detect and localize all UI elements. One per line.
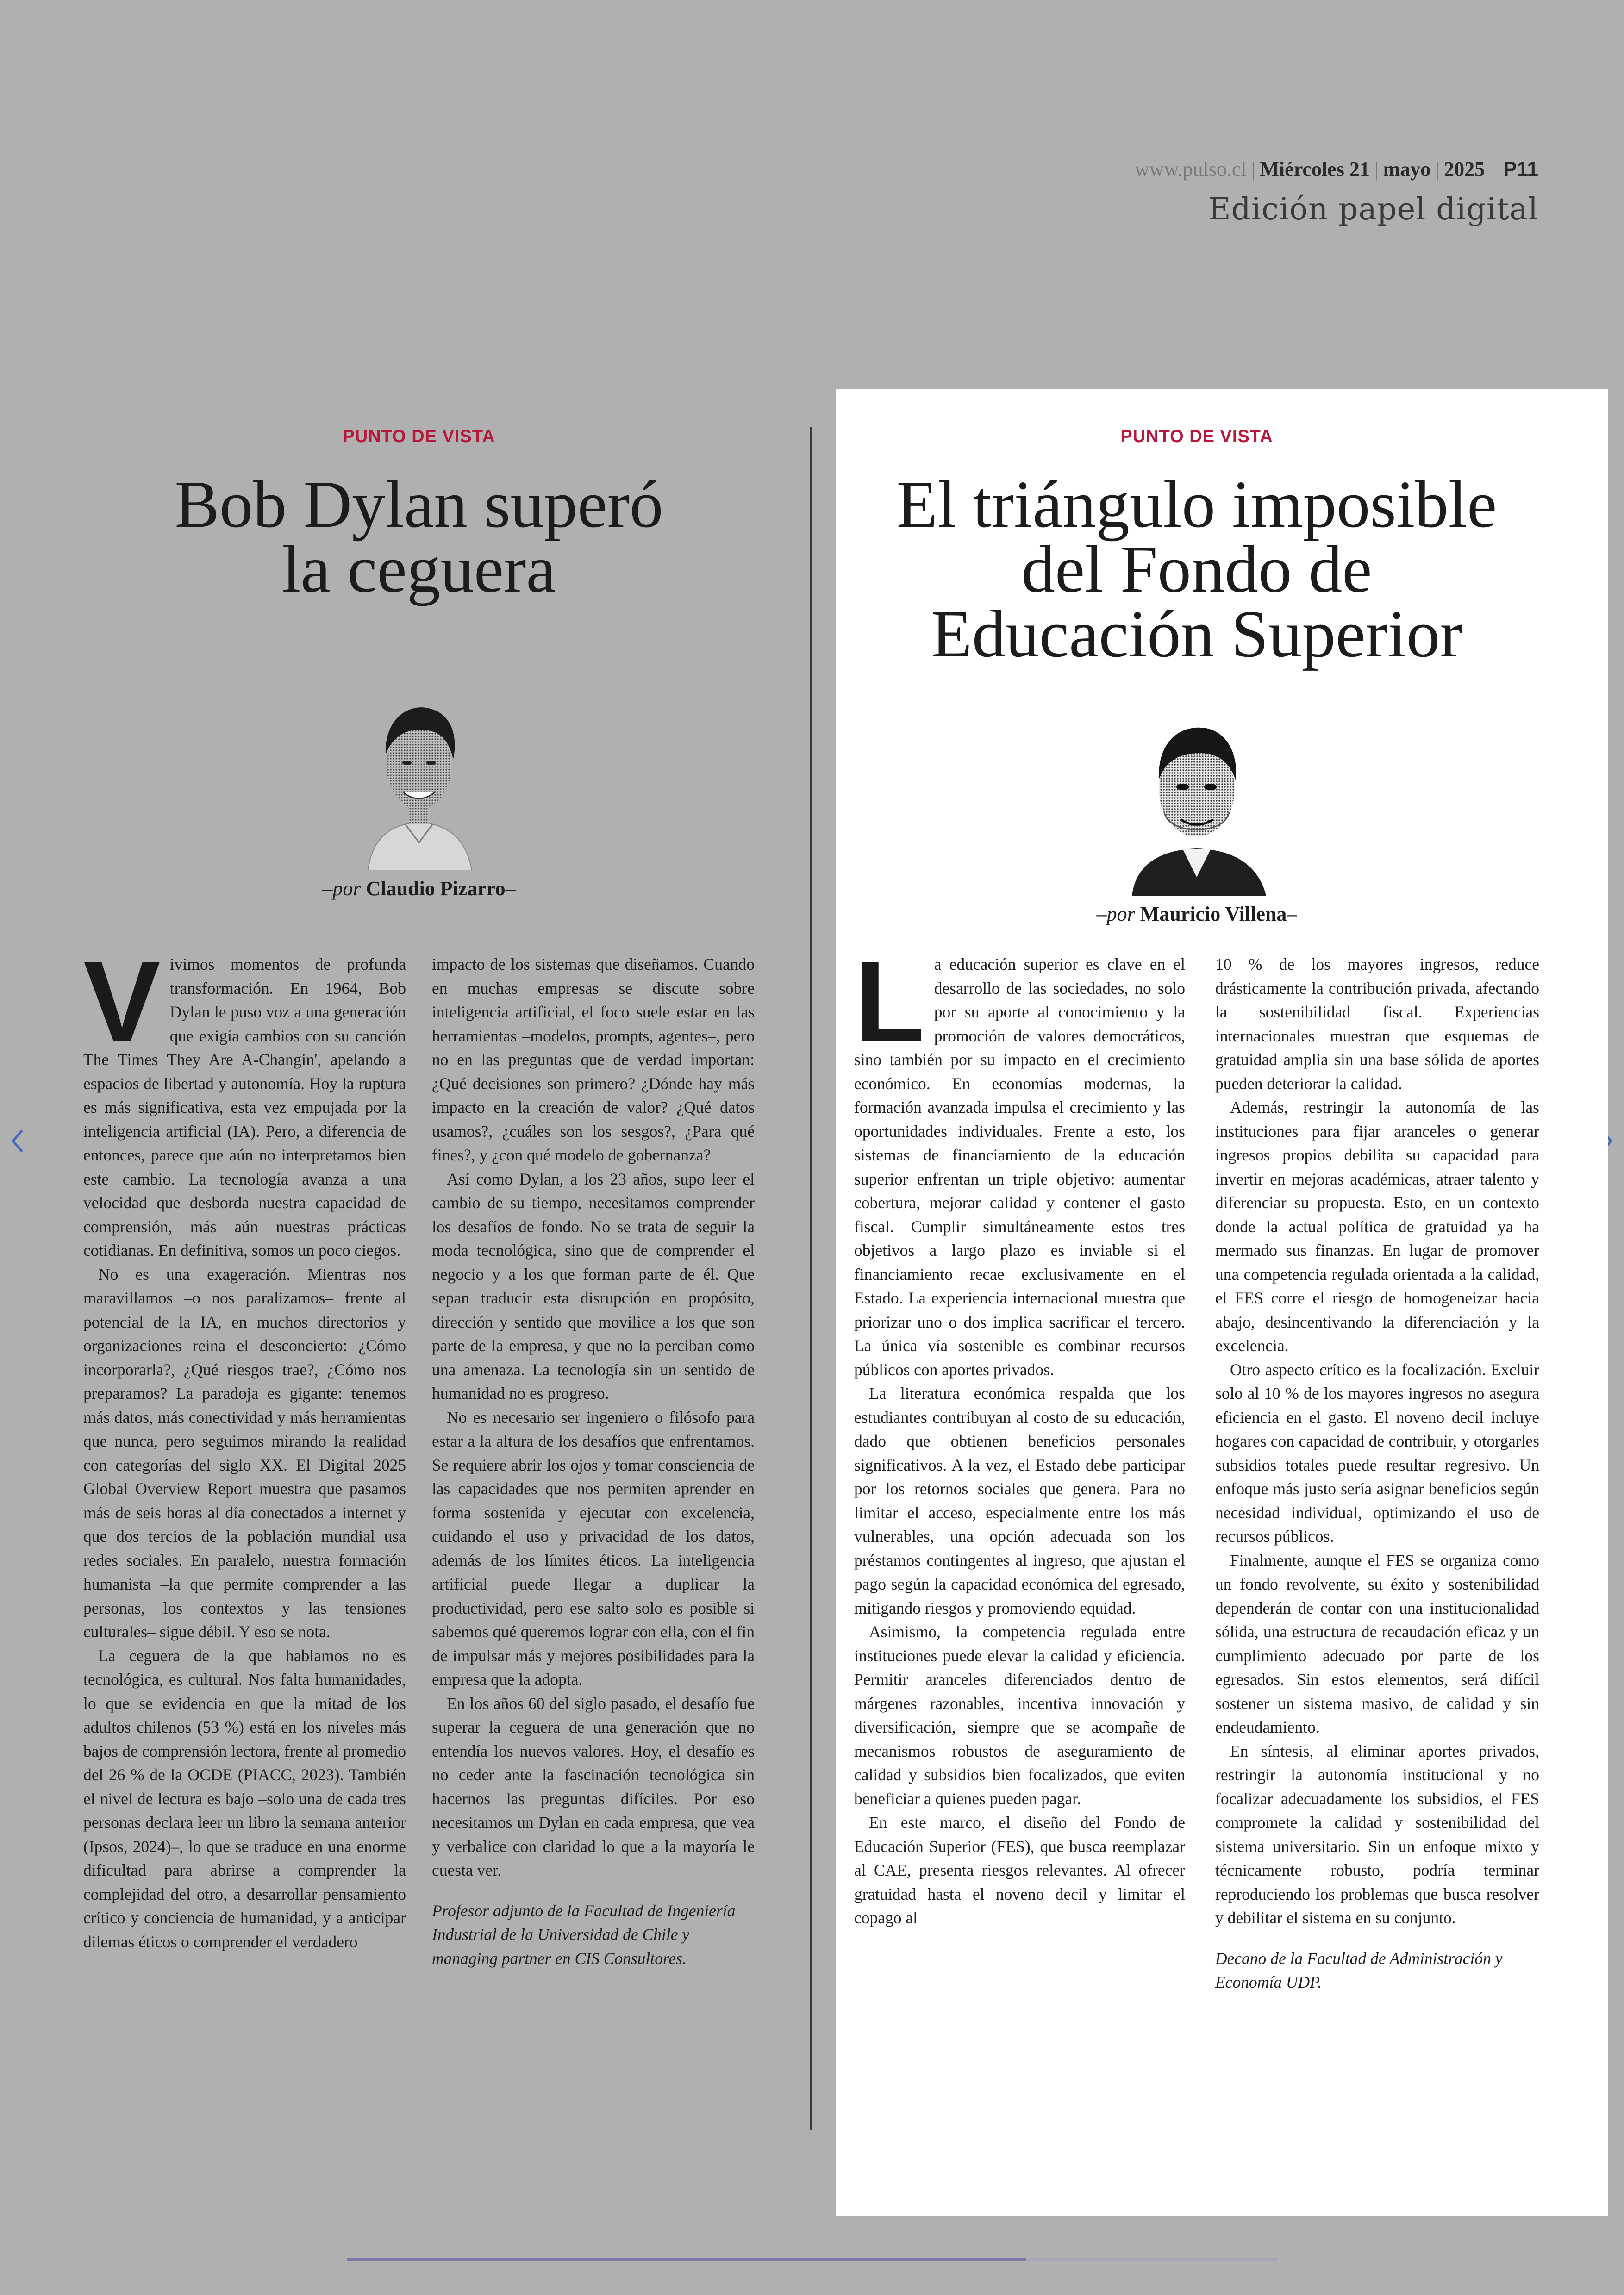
dateline: www.pulso.cl | Miércoles 21 | mayo | 2025 P11: [1135, 158, 1538, 181]
author-name: Claudio Pizarro: [366, 877, 506, 900]
date-month: mayo: [1383, 158, 1431, 181]
paragraph: En los años 60 del siglo pasado, el desafío fue superar la ceguera de una generación que no entendía los nuevos valores. Hoy, el desafío es no ceder ante la fascinación tecnológica sin hacernos las preguntas difíciles. Por eso necesitamos un Dylan en cada empresa, que vea y verbalice con claridad lo que a la mayoría le cuesta ver.: [432, 1694, 755, 1879]
paragraph: No es necesario ser ingeniero o filósofo para estar a la altura de los desafíos que enfrentamos. Se requiere abrir los ojos y tomar consciencia de las capacidades que nos permiten aprender en forma sostenida y ejecutar con excelencia, cuidando el uso y privacidad de los datos, además de los límites éticos. La inteligencia artificial puede llegar a duplicar la productividad, pero ese salto solo es posible si sabemos qué queremos lograr con ella, con el fin de impulsar más y mejores posibilidades para la empresa que la adopta.: [432, 1408, 755, 1689]
paragraph: a educación superior es clave en el desarrollo de las sociedades, no solo por su aporte al conocimiento y la promoción de valores democráticos, sino también por su impacto en el crecimiento económico. En economías modernas, la formación avanzada impulsa el crecimiento y las oportunidades individuales. Frente a esto, los sistemas de financiamiento de la educación superior enfrentan un triple objetivo: aumentar cobertura, mejorar calidad y contener el gasto fiscal. Cumplir simultáneamente estos tres objetivos a largo plazo es inviable si el financiamiento recae exclusivamente en el Estado. La experiencia internacional muestra que priorizar uno o dos implica sacrificar el tercero. La única vía sostenible es combinar recursos públicos con aportes privados.: [854, 955, 1185, 1379]
drop-cap: V: [83, 937, 161, 1066]
section-kicker: PUNTO DE VISTA: [343, 427, 495, 446]
article-column-1: [83, 937, 406, 1971]
article-column-2: [1215, 953, 1539, 1995]
author-byline: –por Mauricio Villena–: [1096, 903, 1297, 925]
paragraph: La literatura económica respalda que los estudiantes contribuyan al costo de su educación, dado que obtienen beneficios personales significativos. A la vez, el Estado debe participar por los retornos sociales que genera. Para no limitar el acceso, especialmente entre los más vulnerables, una opción adecuada son los préstamos contingentes al ingreso, que ajustan el pago según la capacidad económica del egresado, mitigando riesgos y promoviendo equidad.: [854, 1384, 1185, 1617]
author-credentials: Decano de la Facultad de Administración y Economía UDP.: [1215, 1949, 1503, 1991]
date-day: Miércoles 21: [1260, 158, 1370, 181]
page-header: [983, 157, 1538, 227]
paragraph: Otro aspecto crítico es la focalización. Excluir solo al 10 % de los mayores ingresos no asegura eficiencia en el gasto. El noveno decil incluye hogares con capacidad de contribuir, y otorgarles subsidios totales puede resultar regresivo. Un enfoque más justo sería asignar beneficios según necesidad individual, optimizando el uso de recursos públicos.: [1215, 1360, 1539, 1546]
paragraph: ivimos momentos de profunda transformación. En 1964, Bob Dylan le puso voz a una generación que exigía cambios con su canción The Times They Are A-Changin', apelando a espacios de libertad y autonomía. Hoy la ruptura es más significativa, esta vez empujada por la inteligencia artificial (IA). Pero, a diferencia de entonces, parece que aún no interpretamos bien este cambio. La tecnología avanza a una velocidad que desborda nuestra capacidad de comprensión, más aún nuestras prácticas cotidianas. En definitiva, somos un poco ciegos.: [83, 955, 406, 1260]
author-byline: –por Claudio Pizarro–: [322, 877, 516, 900]
paragraph: impacto de los sistemas que diseñamos. Cuando en muchas empresas se discute sobre inteligencia artificial, el foco suele estar en las herramientas –modelos, prompts, agentes–, pero no en las preguntas que de verdad importan: ¿Qué decisiones son primero? ¿Dónde hay más impacto en la creación de valor? ¿Qué datos usamos?, ¿cuáles son los sesgos?, ¿Para qué fines?, y ¿con qué modelo de gobernanza?: [432, 955, 755, 1164]
right-article[interactable]: [854, 389, 1539, 2148]
paragraph: Además, restringir la autonomía de las instituciones para fijar aranceles o generar ingresos propios debilita su capacidad para invertir en mejoras académicas, atraer talento y diferenciar su propuesta. Esto, en un contexto donde la actual política de gratuidad ya ha mermado sus finanzas. En lugar de promover una competencia regulada orientada a la calidad, el FES corre el riesgo de homogeneizar hacia abajo, desincentivando la diferenciación y la excelencia.: [1215, 1098, 1539, 1355]
article-column-2: [432, 953, 755, 1971]
paragraph: 10 % de los mayores ingresos, reduce drásticamente la contribución privada, afectando la sostenibilidad fiscal. Experiencias internacionales muestran que esquemas de gratuidad amplia sin una base sólida de aportes pueden deteriorar la calidad.: [1215, 955, 1539, 1093]
page-progress-fill: [347, 2258, 1026, 2261]
column-divider: [810, 427, 812, 2130]
paragraph: Asimismo, la competencia regulada entre instituciones puede elevar la calidad y eficiencia. Permitir aranceles diferenciados dentro de márgenes razonables, incentiva innovación y diversificación, siempre que se acompañe de mecanismos robustos de aseguramiento de calidad y subsidios bien focalizados, que eviten beneficiar a quienes pueden pagar.: [854, 1622, 1185, 1808]
paragraph: La ceguera de la que hablamos no es tecnológica, es cultural. Nos falta humanidades, lo que se evidencia en que la mitad de los adultos chilenos (53 %) está en los niveles más bajos de comprensión lectora, frente al promedio del 26 % de la OCDE (PIACC, 2023). También el nivel de lectura es bajo –solo una de cada tres personas declara leer un libro la semana anterior (Ipsos, 2024)–, lo que se traduce en una enorme dificultad para abrirse a comprender la complejidad del otro, a desarrollar pensamiento crítico y conciencia de humanidad, y a anticipar dilemas éticos o comprender el verdadero: [83, 1646, 406, 1951]
article-headline: Bob Dylan superó la ceguera: [175, 468, 663, 606]
article-headline: El triángulo imposible del Fondo de Educación Superior: [896, 468, 1497, 671]
author-credentials: Profesor adjunto de la Facultad de Ingeniería Industrial de la Universidad de Chile y managing partner en CIS Consultores.: [432, 1901, 736, 1968]
paragraph: En síntesis, al eliminar aportes privados, restringir la autonomía institucional y no focalizar adecuadamente los subsidios, el FES compromete la calidad y sostenibilidad del sistema universitario. Sin un enfoque mixto y técnicamente robusto, podría terminar reproduciendo los problemas que busca resolver y debilitar el sistema en su conjunto.: [1215, 1741, 1539, 1927]
author-portrait: [359, 685, 479, 870]
author-name: Mauricio Villena: [1140, 903, 1287, 925]
left-article[interactable]: [83, 389, 755, 2148]
site-url[interactable]: www.pulso.cl: [1135, 158, 1247, 181]
page-progress-bar[interactable]: [347, 2258, 1278, 2261]
date-year: 2025: [1444, 158, 1485, 181]
author-portrait: [1118, 711, 1275, 896]
drop-cap: L: [854, 937, 925, 1066]
paragraph: No es una exageración. Mientras nos maravillamos –o nos paralizamos– frente al potencial de la IA, en muchos directorios y organizaciones reina el desconcierto: ¿Cómo incorporarla?, ¿Qué riesgos trae?, ¿Cómo nos preparamos? La paradoja es gigante: tenemos más datos, más conectividad y más herramientas que nunca, pero seguimos mirando la realidad con categorías del siglo XX. El Digital 2025 Global Overview Report muestra que pasamos más de seis horas al día conectados a internet y que dos tercios de la población mundial usa redes sociales. En paralelo, nuestra formación humanista –la que permite comprender a las personas, los contextos y las tensiones culturales– sigue débil. Y eso se nota.: [83, 1265, 406, 1641]
article-column-1: [854, 937, 1185, 1995]
section-kicker: PUNTO DE VISTA: [1120, 427, 1273, 446]
page-number: P11: [1503, 158, 1538, 181]
paragraph: Finalmente, aunque el FES se organiza como un fondo revolvente, su éxito y sostenibilidad dependerán de contar con una institucionalidad sólida, una estructura de recaudación eficaz y un cumplimiento adecuado por parte de los egresados. Sin estos elementos, será difícil sostener un sistema masivo, de calidad y sin endeudamiento.: [1215, 1551, 1539, 1736]
paragraph: Así como Dylan, a los 23 años, supo leer el cambio de su tiempo, necesitamos comprender los desafíos de fondo. No se trata de seguir la moda tecnológica, sino que de comprender el negocio y a los que forman parte de él. Que sepan traducir esta disrupción en propósito, dirección y sentido que movilice a los que son parte de la empresa, y que no la perciban como una amenaza. La tecnología sin un sentido de humanidad no es progreso.: [432, 1169, 755, 1403]
edition-title: Edición papel digital: [1208, 191, 1538, 227]
paragraph: En este marco, el diseño del Fondo de Educación Superior (FES), que busca reemplazar al CAE, presenta riesgos relevantes. Al ofrecer gratuidad hasta el noveno decil y limitar el copago al: [854, 1813, 1185, 1927]
chevron-left-icon[interactable]: [8, 1125, 27, 1157]
